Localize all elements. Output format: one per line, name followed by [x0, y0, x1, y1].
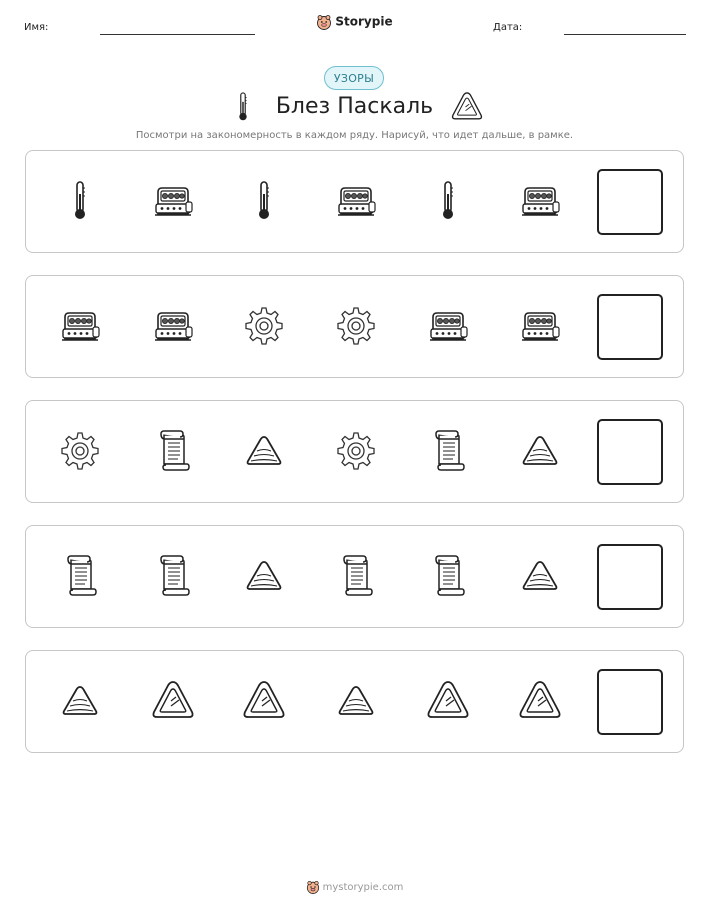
triangle-icon — [333, 678, 379, 724]
calculator-icon — [517, 178, 563, 224]
calculator-icon — [57, 303, 103, 349]
mascot-icon — [306, 880, 320, 894]
triangle-icon — [57, 678, 103, 724]
gear-icon — [333, 303, 379, 349]
worksheet-header — [0, 14, 709, 44]
pattern-row — [25, 150, 684, 253]
name-line[interactable] — [100, 34, 255, 35]
gear-icon — [333, 428, 379, 474]
warning-triangle-icon — [425, 678, 471, 724]
name-label: Имя: — [24, 22, 49, 33]
gear-icon — [57, 428, 103, 474]
thermometer-icon — [57, 178, 103, 224]
title-row — [0, 90, 709, 126]
calculator-icon — [425, 303, 471, 349]
footer-url: mystorypie.com — [322, 882, 404, 893]
calculator-icon — [333, 178, 379, 224]
date-label: Дата: — [493, 22, 523, 33]
instruction-text: Посмотри на закономерность в каждом ряду. Нарисуй, что идет дальше, в рамке. — [135, 130, 574, 141]
brand-logo — [0, 14, 709, 30]
date-line[interactable] — [564, 34, 686, 35]
gear-icon — [241, 303, 287, 349]
mascot-icon — [316, 14, 332, 30]
scroll-icon — [333, 553, 379, 599]
warning-triangle-icon — [150, 678, 196, 724]
warning-triangle-icon — [241, 678, 287, 724]
scroll-icon — [425, 553, 471, 599]
warning-triangle-icon — [450, 90, 484, 124]
pattern-row — [25, 275, 684, 378]
warning-triangle-icon — [517, 678, 563, 724]
answer-box[interactable] — [597, 544, 663, 610]
calculator-icon — [150, 178, 196, 224]
pattern-row — [25, 400, 684, 503]
triangle-icon — [517, 428, 563, 474]
scroll-icon — [57, 553, 103, 599]
footer — [0, 880, 709, 894]
calculator-icon — [150, 303, 196, 349]
triangle-icon — [241, 553, 287, 599]
page-title: Блез Паскаль — [275, 94, 434, 119]
triangle-icon — [241, 428, 287, 474]
triangle-icon — [517, 553, 563, 599]
scroll-icon — [150, 428, 196, 474]
category-badge: УЗОРЫ — [324, 66, 384, 90]
calculator-icon — [517, 303, 563, 349]
answer-box[interactable] — [597, 669, 663, 735]
answer-box[interactable] — [597, 169, 663, 235]
answer-box[interactable] — [597, 419, 663, 485]
thermometer-icon — [425, 178, 471, 224]
pattern-row — [25, 650, 684, 753]
brand-name: Storypie — [335, 14, 393, 29]
pattern-row — [25, 525, 684, 628]
answer-box[interactable] — [597, 294, 663, 360]
scroll-icon — [425, 428, 471, 474]
thermometer-icon — [241, 178, 287, 224]
scroll-icon — [150, 553, 196, 599]
